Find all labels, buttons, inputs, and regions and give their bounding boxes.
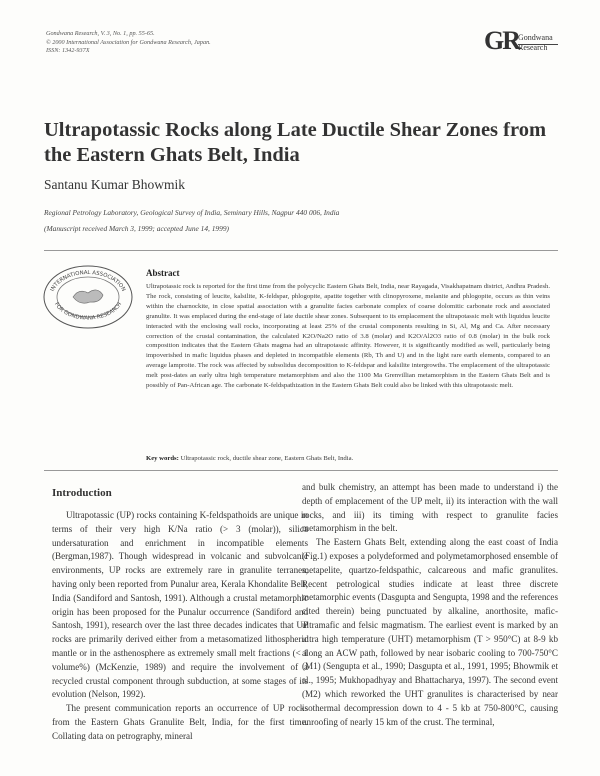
- logo-rule: [518, 44, 558, 45]
- body-column-left: [52, 509, 308, 744]
- intro-paragraph-1: Ultrapotassic (UP) rocks containing K-feldspathoids are unique in terms of their very high K/Na ratio (> 3 (molar)), silica undersaturation and enrichment in incompatible elements (Bergman,1987). Though widespread in volcanic and subvolcanic environments, UP rocks are extremely rare in granulite terranes, having only been reported from Punalur area, Kerala Khondalite Belt, India (Sandiford and Santosh, 1991). Although a crustal metamorphic origin has been proposed for the Punalur occurrence (Sandiford and Santosh, 1991), research over the last three decades indicates that UP rocks are primarily derived either from a metasomatized lithospheric mantle or in the asthenosphere as extremely small melt fractions (< 1 volume%) (McKenzie, 1989) and require the involvement of a recycled crustal component through subduction, at some stages of its evolution (Nelson, 1992).: [52, 510, 308, 700]
- logo-name-top: Gondwana: [518, 33, 553, 42]
- association-seal-icon: [40, 262, 136, 332]
- intro-paragraph-2: The present communication reports an occurrence of UP rocks from the Eastern Ghats Granulite Belt, India, for the first time. Collating data on petrography, mineral: [52, 703, 308, 741]
- divider-bottom: [44, 470, 558, 471]
- journal-issn: ISSN: 1342-937X: [46, 47, 90, 55]
- svg-text:INTERNATIONAL ASSOCIATION: [50, 270, 127, 293]
- divider-top: [44, 250, 558, 251]
- intro-paragraph-3: and bulk chemistry, an attempt has been made to understand i) the depth of emplacement of the UP melt, ii) its interaction with the wall rocks, and iii) its timing with respect to granulite facies metamorphism in the belt.: [302, 482, 558, 534]
- seal-bottom-text: FOR GONDWANA RESEARCH: [52, 301, 124, 322]
- manuscript-dates: (Manuscript received March 3, 1999; accepted June 14, 1999): [44, 224, 229, 233]
- keywords: [146, 455, 556, 462]
- article-title: Ultrapotassic Rocks along Late Ductile Shear Zones from the Eastern Ghats Belt, India: [44, 119, 547, 166]
- body-column-right: [302, 481, 558, 729]
- intro-paragraph-4: The Eastern Ghats Belt, extending along the east coast of India (Fig.1) exposes a polydeformed and polymetamorphosed ensemble of metapelite, quartzo-feldspathic, calcareous and mafic granulites. Recent petrological studies indicate at least three discrete metamorphic events (Dasgupta and Sengupta, 1998 and the references cited therein) being punctuated by alkaline, anorthosite, mafic-ultramafic and felsic magmatism. The earliest event is marked by an ultra high temperature (UHT) metamorphism (T > 950°C) at 8-9 kb along an ACW path, followed by near isobaric cooling to 700-750°C (M1) (Sengupta et al., 1990; Dasgupta et al., 1991, 1995; Bhowmik et al., 1995; Mukhopadhyay and Bhattacharya, 1997). The second event (M2) which reworked the UHT granulites is characterised by near isothermal decompression down to 4 - 5 kb at 750-800°C, causing unroofing of nearly 15 km of the crust. The terminal,: [302, 537, 558, 727]
- logo-name: [518, 33, 553, 53]
- journal-citation: Gondwana Research, V. 3, No. 1, pp. 55-65.: [46, 30, 155, 37]
- journal-logo: [484, 26, 560, 64]
- author-name: Santanu Kumar Bhowmik: [44, 177, 185, 192]
- journal-info: [46, 30, 211, 56]
- logo-mark: GR: [484, 26, 519, 55]
- abstract-heading: Abstract: [146, 268, 180, 278]
- author-affiliation: Regional Petrology Laboratory, Geological Survey of India, Seminary Hills, Nagpur 440 006, India: [44, 208, 340, 217]
- svg-text:FOR GONDWANA RESEARCH: [53, 302, 123, 322]
- abstract-text: Ultrapotassic rock is reported for the first time from the polycyclic Eastern Ghats Belt, India, near Rayagada, Visakhapatnam district, Andhra Pradesh. The rock, consisting of leucite, kalsilite, K-feldspar, phlogopite, apatite together with clinopyroxene, melanite and phlogopite, occurs as thin veins within the charnockite, in close spatial association with a granulite facies carbonate complex of coarse dolomitic carbonate rock and associated granulite. It was emplaced during the end-stage of late ductile shear zones. Subsequent to its emplacement the ultrapotassic melt with liquidus leucite interacted with the enclosing wall rocks, incorporating at least 25% of the crustal components resulting in Si, Al, Mg and Ca. After necessary correction of the crustal contamination, the calculated K2O/Na2O ratio of 3.8 (molar) and K2O/Al2O3 ratio of 0.8 (molar) in the bulk rock composition indicates that the Eastern Ghats magma had an ultrapotassic affinity. However, it is significantly modified as well, particularly being impoverished in mafic liquidus phases and depleted in incompatible elements (Rb, Th and U) and in the light rare earth elements, compared to an average lamproite. The rock was affected by subsolidus decomposition to K-feldspar and kalsilite intergrowths. The emplacement of the ultrapotassic melt post-dates an early ultra high temperature metamorphism and also the 1100 Ma Grenvillian metamorphism in the Eastern Ghats Belt and is possibly of Pan-African age. The carbonate K-feldspathization in the Eastern Ghats Belt could also be linked with this ultrapotassic melt.: [146, 283, 550, 390]
- keywords-label: Key words:: [146, 455, 179, 462]
- journal-copyright: © 2000 International Association for Gondwana Research, Japan.: [46, 38, 211, 46]
- section-heading-introduction: Introduction: [52, 487, 112, 499]
- seal-top-text: INTERNATIONAL ASSOCIATION: [49, 269, 127, 293]
- logo-name-bottom: Research: [518, 43, 548, 52]
- keywords-text: Ultrapotassic rock, ductile shear zone, Eastern Ghats Belt, India.: [180, 455, 354, 462]
